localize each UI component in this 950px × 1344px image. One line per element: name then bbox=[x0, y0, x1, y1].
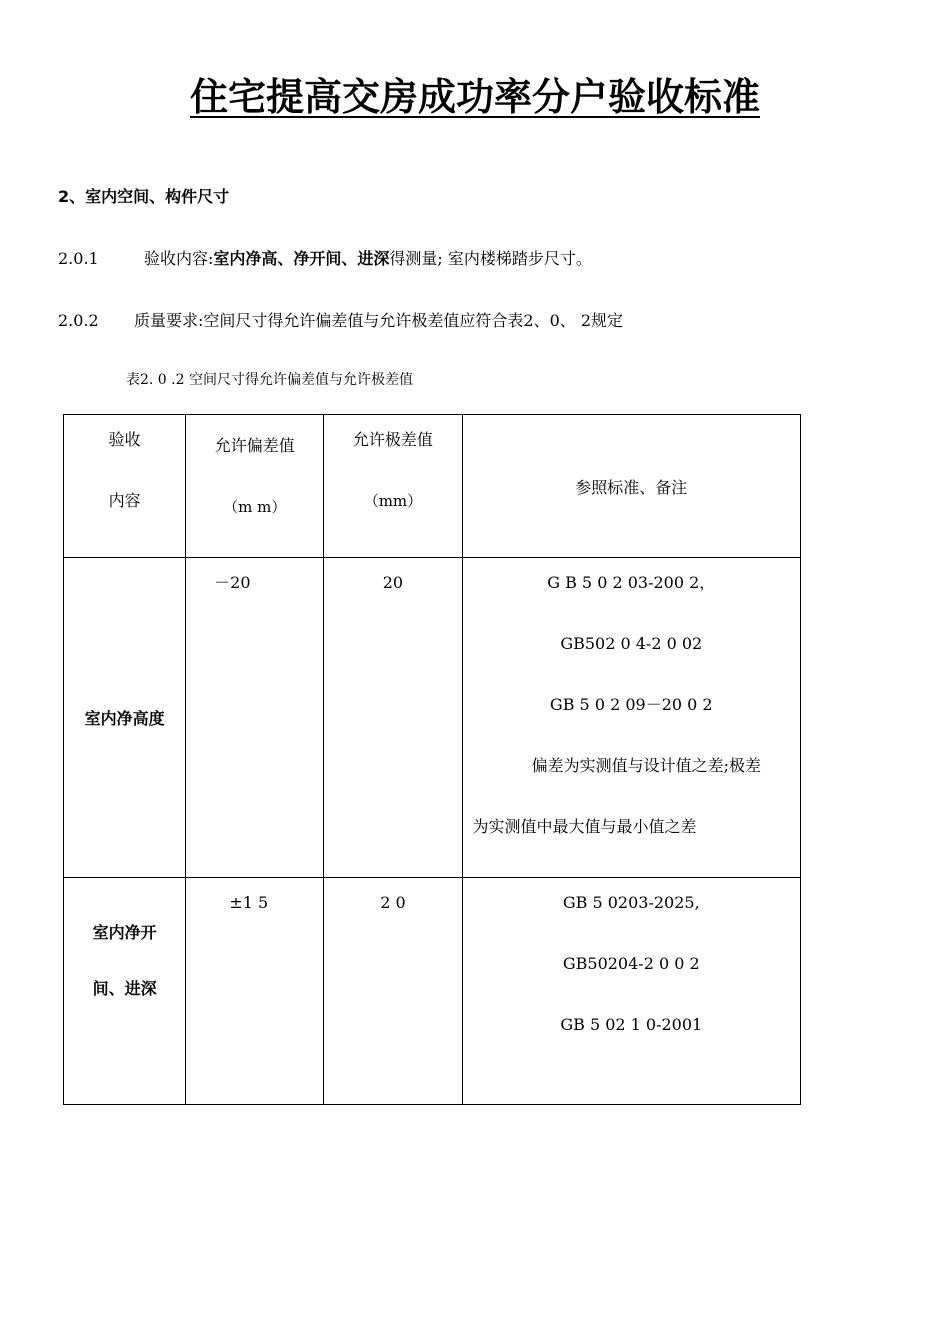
item-number: 2.0.2 bbox=[58, 311, 99, 330]
reference-cell bbox=[462, 878, 800, 1105]
item-suffix: 得测量; 室内楼梯踏步尺寸。 bbox=[389, 249, 592, 268]
reference-line: GB502 0 4-2 0 02 bbox=[560, 634, 703, 653]
range-value: 2 0 bbox=[324, 878, 462, 1105]
row-label: 室内净高度 bbox=[64, 558, 186, 878]
document-title: 住宅提高交房成功率分户验收标准 bbox=[189, 75, 760, 119]
deviation-value: －20 bbox=[186, 558, 324, 878]
reference-line: GB 5 0 2 09－20 0 2 bbox=[549, 695, 713, 714]
reference-line: GB 5 02 1 0-2001 bbox=[560, 1015, 703, 1034]
header-inspection-content: 验收 内容 bbox=[64, 415, 186, 558]
item-prefix: 验收内容: bbox=[144, 249, 214, 268]
remark-line: 偏差为实测值与设计值之差;极差 bbox=[531, 756, 761, 775]
item-2-0-1 bbox=[58, 246, 592, 269]
table-caption: 表2. 0 .2 空间尺寸得允许偏差值与允许极差值 bbox=[126, 372, 413, 388]
item-number: 2.0.1 bbox=[58, 249, 99, 268]
remark-line: 为实测值中最大值与最小值之差 bbox=[472, 817, 697, 836]
reference-line: G B 5 0 2 03-200 2， bbox=[547, 573, 716, 592]
reference-line: GB 5 0203-2025, bbox=[562, 893, 700, 912]
table-row bbox=[64, 878, 801, 1105]
tolerance-table bbox=[63, 414, 801, 1105]
reference-line: GB50204-2 0 0 2 bbox=[562, 954, 700, 973]
deviation-value: ±1 5 bbox=[186, 878, 324, 1105]
item-2-0-2 bbox=[58, 308, 623, 331]
table-header-row bbox=[64, 415, 801, 558]
item-bold-text: 室内净高、净开间、进深 bbox=[213, 249, 390, 268]
header-allowed-deviation: 允许偏差值 （m m） bbox=[186, 415, 324, 558]
row-label: 室内净开 间、进深 bbox=[64, 878, 186, 1105]
reference-cell bbox=[462, 558, 800, 878]
table-row bbox=[64, 558, 801, 878]
item-text: 质量要求:空间尺寸得允许偏差值与允许极差值应符合表2、0、 2规定 bbox=[134, 311, 624, 330]
header-allowed-range: 允许极差值 （mm） bbox=[324, 415, 462, 558]
section-heading: 2、室内空间、构件尺寸 bbox=[58, 187, 230, 206]
header-reference-standard: 参照标准、备注 bbox=[462, 415, 800, 558]
range-value: 20 bbox=[324, 558, 462, 878]
